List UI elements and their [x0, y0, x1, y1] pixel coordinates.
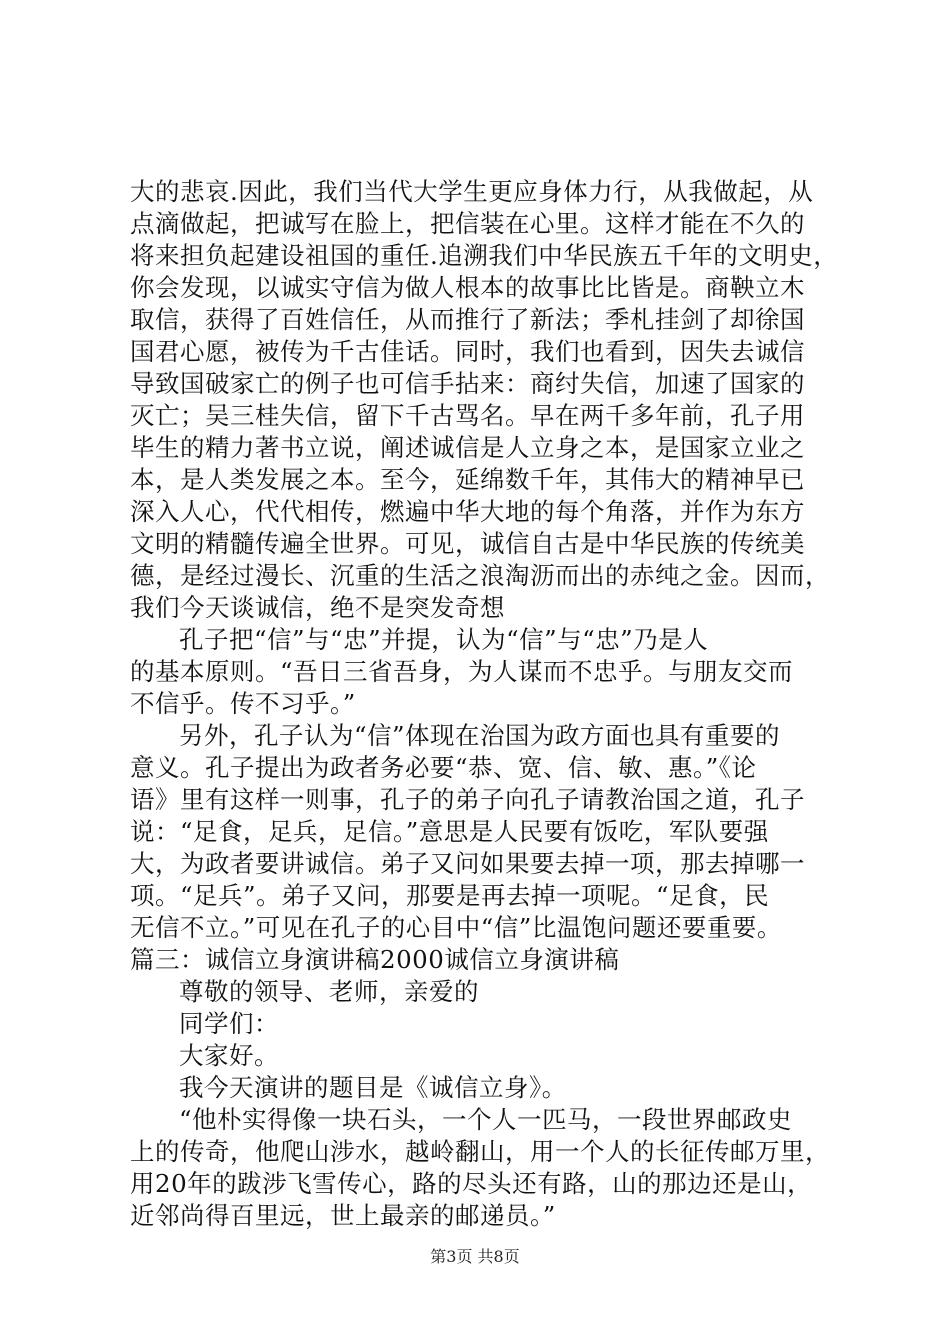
- text-line: 上的传奇，他爬山涉水，越岭翻山，用一个人的长征传邮万里，: [130, 1137, 830, 1166]
- paragraph-start-line: 孔子把“信”与“忠”并提，认为“信”与“忠”乃是人: [179, 625, 709, 654]
- salutation-line: 尊敬的领导、老师，亲爱的: [179, 977, 479, 1006]
- text-line: 用20年的跋涉飞雪传心，路的尽头还有路，山的那边还是山，: [130, 1169, 813, 1198]
- document-body: [130, 176, 860, 1232]
- text-line: 不信乎。传不习乎。”: [130, 689, 356, 718]
- paragraph-start-line: “他朴实得像一块石头，一个人一匹马，一段世界邮政史: [179, 1105, 793, 1134]
- text-line: 的基本原则。“吾日三省吾身，为人谋而不忠乎。与朋友交而: [130, 657, 794, 686]
- section-heading: 篇三：诚信立身演讲稿2000诚信立身演讲稿: [130, 945, 620, 974]
- text-line: 深入人心，代代相传，燃遍中华大地的每个角落，并作为东方: [130, 497, 805, 526]
- text-line: 点滴做起，把诚写在脸上，把信装在心里。这样才能在不久的: [130, 209, 805, 238]
- text-line: 我们今天谈诚信，绝不是突发奇想: [130, 593, 505, 622]
- text-line: 意义。孔子提出为政者务必要“恭、宽、信、敏、惠。”《论: [130, 753, 757, 782]
- text-line: 近邻尚得百里远，世上最亲的邮递员。”: [130, 1201, 556, 1230]
- text-line: 语》里有这样一则事，孔子的弟子向孔子请教治国之道，孔子: [130, 785, 805, 814]
- text-line: 取信，获得了百姓信任，从而推行了新法；季札挂剑了却徐国: [130, 305, 805, 334]
- text-line: 大的悲哀.因此，我们当代大学生更应身体力行，从我做起，从: [130, 177, 814, 206]
- salutation-line: 同学们：: [179, 1009, 279, 1038]
- text-line: 德，是经过漫长、沉重的生活之浪淘沥而出的赤纯之金。因而，: [130, 561, 830, 590]
- text-line: 项。“足兵”。弟子又问，那要是再去掉一项呢。“足食，民: [130, 881, 770, 910]
- text-line: 将来担负起建设祖国的重任.追溯我们中华民族五千年的文明史，: [130, 241, 839, 270]
- text-line: 文明的精髓传遍全世界。可见，诚信自古是中华民族的传统美: [130, 529, 805, 558]
- text-line: 导致国破家亡的例子也可信手拈来：商纣失信，加速了国家的: [130, 369, 805, 398]
- text-line: 说：“足食，足兵，足信。”意思是人民要有饭吃，军队要强: [130, 817, 769, 846]
- text-line: 本，是人类发展之本。至今，延绵数千年，其伟大的精神早已: [130, 465, 805, 494]
- greeting-line: 大家好。: [179, 1041, 279, 1070]
- text-line: 你会发现，以诚实守信为做人根本的故事比比皆是。商鞅立木: [130, 273, 805, 302]
- text-line: 无信不立。”可见在孔子的心目中“信”比温饱问题还要重要。: [130, 913, 782, 942]
- text-line: 灭亡；吴三桂失信，留下千古骂名。早在两千多年前，孔子用: [130, 401, 805, 430]
- text-line: 大，为政者要讲诚信。弟子又问如果要去掉一项，那去掉哪一: [130, 849, 805, 878]
- text-line: 国君心愿，被传为千古佳话。同时，我们也看到，因失去诚信: [130, 337, 805, 366]
- paragraph-start-line: 我今天演讲的题目是《诚信立身》。: [179, 1073, 567, 1102]
- page-number-footer: 第3页 共8页: [430, 1247, 520, 1266]
- paragraph-start-line: 另外，孔子认为“信”体现在治国为政方面也具有重要的: [179, 721, 781, 750]
- text-line: 毕生的精力著书立说，阐述诚信是人立身之本，是国家立业之: [130, 433, 805, 462]
